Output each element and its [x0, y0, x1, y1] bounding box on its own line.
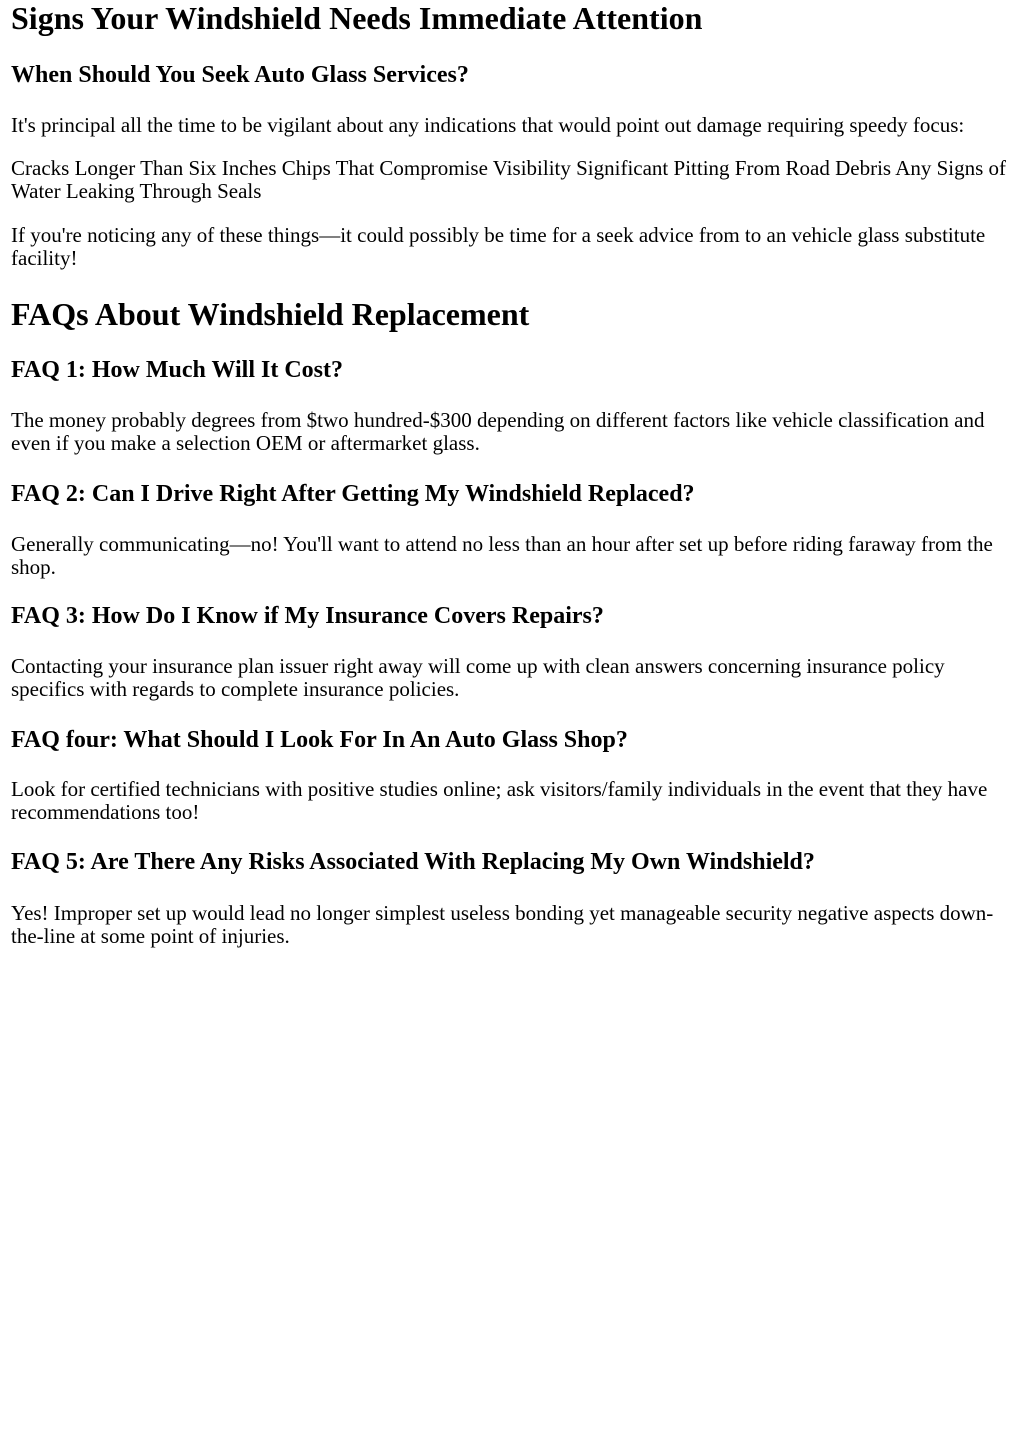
faq-1-answer: The money probably degrees from $two hundred-$300 depending on different factors like vehicle classification and even if you make a selection OEM or aftermarket glass. [11, 408, 985, 455]
notice-paragraph: If you're noticing any of these things—it could possibly be time for a seek advice from to an vehicle glass substitute facility! [11, 223, 986, 270]
faq-1-question: FAQ 1: How Much Will It Cost? [11, 357, 344, 383]
faq-2-question: FAQ 2: Can I Drive Right After Getting My Windshield Replaced? [11, 481, 695, 507]
faq-4-answer: Look for certified technicians with positive studies online; ask visitors/family individuals in the event that they have recommendations too! [11, 777, 988, 824]
signs-list-paragraph: Cracks Longer Than Six Inches Chips That Compromise Visibility Significant Pitting From Road Debris Any Signs of Water Leaking Through Seals [11, 156, 1007, 203]
faqs-heading: FAQs About Windshield Replacement [11, 296, 530, 332]
faq-4-question: FAQ four: What Should I Look For In An Auto Glass Shop? [11, 727, 628, 753]
faq-5-answer: Yes! Improper set up would lead no longer simplest useless bonding yet manageable security negative aspects down-the-line at some point of injuries. [11, 901, 994, 948]
when-heading: When Should You Seek Auto Glass Services? [11, 62, 469, 88]
faq-5-question: FAQ 5: Are There Any Risks Associated With Replacing My Own Windshield? [11, 849, 815, 875]
faq-3-answer: Contacting your insurance plan issuer right away will come up with clean answers concerning insurance policy specifics with regards to complete insurance policies. [11, 654, 945, 701]
faq-2-answer: Generally communicating—no! You'll want to attend no less than an hour after set up before riding faraway from the shop. [11, 532, 993, 579]
faq-3-question: FAQ 3: How Do I Know if My Insurance Covers Repairs? [11, 603, 604, 629]
signs-heading: Signs Your Windshield Needs Immediate Attention [11, 0, 703, 36]
intro-paragraph: It's principal all the time to be vigilant about any indications that would point out damage requiring speedy focus: [11, 113, 965, 137]
